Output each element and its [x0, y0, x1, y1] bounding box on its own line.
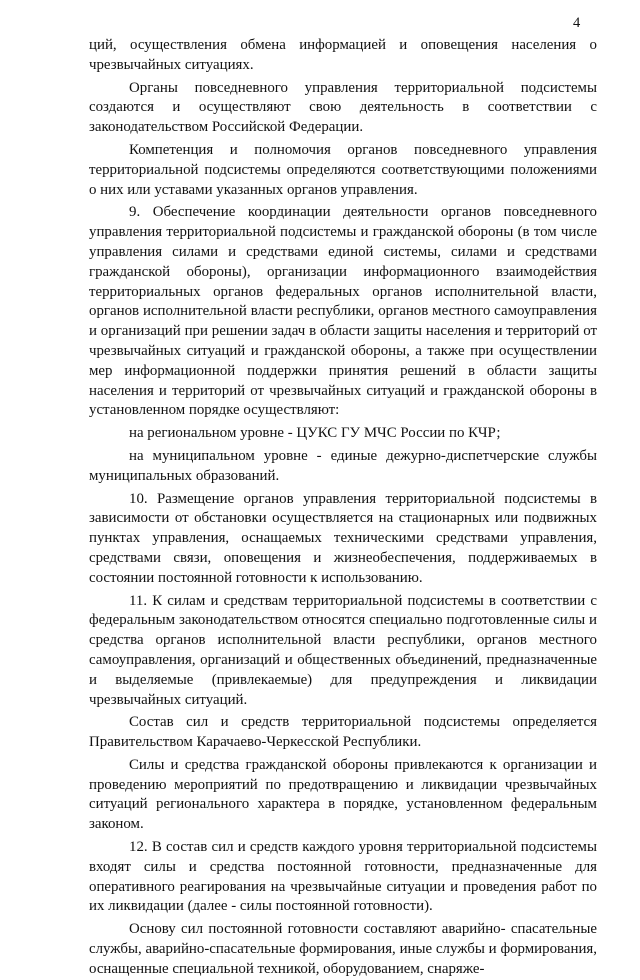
paragraph-item-9: 9. Обеспечение координации деятельности органов повседневного управления территориальной подсистемы и гражданской обороны (в том числе управления силами и средствами единой системы, силами и средствами гражданской обороны), организации информационного взаимодействия территориальных органов федеральных органов исполнительной власти, органов исполнительной власти республики, органов местного самоуправления и организаций при решении задач в области защиты населения и территорий от чрезвычайных ситуаций и гражданской обороны, а также при осуществлении мер информационной поддержки принятия решений в области защиты населения и территорий от чрезвычайных ситуаций и гражданской обороны в установленном порядке осуществляют:	[89, 204, 597, 419]
page-number: 4	[573, 15, 581, 31]
paragraph-regional-level: на региональном уровне - ЦУКС ГУ МЧС России по КЧР;	[129, 425, 501, 442]
paragraph: Состав сил и средств территориальной подсистемы определяется Правительством Карачаево-Черкесской Республики.	[89, 714, 597, 751]
document-body	[89, 36, 597, 980]
paragraph-municipal-level: на муниципальном уровне - единые дежурно-диспетчерские службы муниципальных образований.	[89, 447, 597, 484]
paragraph: Основу сил постоянной готовности составляют аварийно- спасательные службы, аварийно-спасательные формирования, иные службы и формирования, оснащенные специальной техникой, оборудованием, снаряже-	[89, 921, 597, 977]
paragraph-item-11: 11. К силам и средствам территориальной подсистемы в соответствии с федеральным законодательством относятся специально подготовленные силы и средства органов исполнительной власти республики, органов местного самоуправления, организаций и общественных объединений, предназначенные и выделяемые (привлекаемые) для предупреждения и ликвидации чрезвычайных ситуаций.	[89, 592, 597, 708]
paragraph-item-12: 12. В состав сил и средств каждого уровня территориальной подсистемы входят силы и средства постоянной готовности, предназначенные для оперативного реагирования на чрезвычайные ситуации и проведения работ по их ликвидации (далее - силы постоянной готовности).	[89, 839, 597, 915]
paragraph: Компетенция и полномочия органов повседневного управления территориальной подсистемы определяются соответствующими положениями о них или уставами указанных органов управления.	[89, 141, 597, 198]
paragraph-continuation: ций, осуществления обмена информацией и оповещения населения о чрезвычайных ситуациях.	[89, 37, 597, 73]
paragraph: Силы и средства гражданской обороны привлекаются к организации и проведению мероприятий по предотвращению и ликвидации чрезвычайных ситуаций регионального характера в порядке, установленном федеральным законом.	[89, 756, 597, 833]
paragraph-item-10: 10. Размещение органов управления территориальной подсистемы в зависимости от обстановки осуществляется на стационарных или подвижных пунктах управления, оснащаемых техническими средствами управления, средствами связи, оповещения и жизнеобеспечения, поддерживаемых в состоянии постоянной готовности к использованию.	[89, 490, 597, 586]
paragraph: Органы повседневного управления территориальной подсистемы создаются и осуществляют свою деятельность в соответствии с законодательством Российской Федерации.	[89, 79, 597, 136]
